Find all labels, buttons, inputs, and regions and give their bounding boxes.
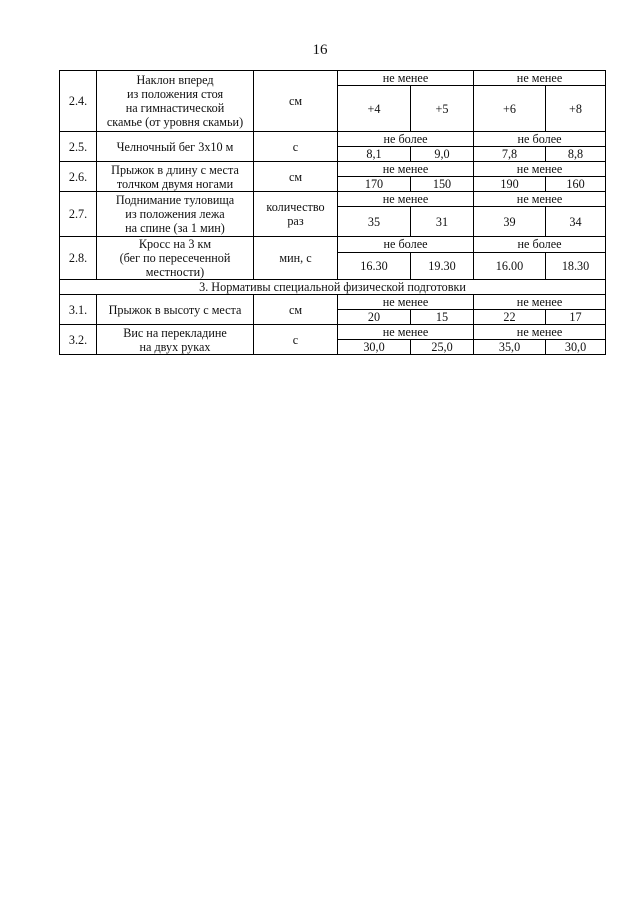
exercise-name: Вис на перекладине на двух руках bbox=[97, 325, 254, 355]
criterion-header: не более bbox=[338, 132, 474, 147]
criterion-header: не менее bbox=[474, 192, 606, 207]
exercise-name: Наклон вперед из положения стоя на гимнастической скамье (от уровня скамьи) bbox=[97, 71, 254, 132]
section-title: 3. Нормативы специальной физической подготовки bbox=[60, 280, 606, 295]
criterion-header: не более bbox=[474, 132, 606, 147]
exercise-name: Прыжок в высоту с места bbox=[97, 295, 254, 325]
value-cell: 170 bbox=[338, 177, 411, 192]
criterion-header: не менее bbox=[474, 325, 606, 340]
criterion-header: не менее bbox=[474, 295, 606, 310]
table-row bbox=[60, 132, 606, 147]
table-row bbox=[60, 162, 606, 177]
exercise-name: Челночный бег 3х10 м bbox=[97, 132, 254, 162]
unit-cell: см bbox=[254, 295, 338, 325]
table-row bbox=[60, 325, 606, 340]
unit-cell: количество раз bbox=[254, 192, 338, 237]
criterion-header: не менее bbox=[338, 325, 474, 340]
criterion-header: не менее bbox=[338, 71, 474, 86]
value-cell: 35,0 bbox=[474, 340, 546, 355]
value-cell: +6 bbox=[474, 86, 546, 132]
value-cell: 8,8 bbox=[546, 147, 606, 162]
exercise-name: Кросс на 3 км (бег по пересеченной местности) bbox=[97, 237, 254, 280]
criterion-header: не более bbox=[474, 237, 606, 253]
value-cell: 150 bbox=[411, 177, 474, 192]
table-row bbox=[60, 71, 606, 86]
criterion-header: не менее bbox=[474, 71, 606, 86]
value-cell: +8 bbox=[546, 86, 606, 132]
row-number: 2.5. bbox=[60, 132, 97, 162]
row-number: 2.6. bbox=[60, 162, 97, 192]
value-cell: 19.30 bbox=[411, 252, 474, 279]
value-cell: 35 bbox=[338, 207, 411, 237]
value-cell: 22 bbox=[474, 310, 546, 325]
criterion-header: не менее bbox=[474, 162, 606, 177]
value-cell: 31 bbox=[411, 207, 474, 237]
unit-cell: с bbox=[254, 325, 338, 355]
value-cell: +4 bbox=[338, 86, 411, 132]
row-number: 2.4. bbox=[60, 71, 97, 132]
value-cell: 39 bbox=[474, 207, 546, 237]
value-cell: 160 bbox=[546, 177, 606, 192]
criterion-header: не более bbox=[338, 237, 474, 253]
value-cell: 8,1 bbox=[338, 147, 411, 162]
criterion-header: не менее bbox=[338, 295, 474, 310]
row-number: 2.8. bbox=[60, 237, 97, 280]
value-cell: 30,0 bbox=[338, 340, 411, 355]
row-number: 2.7. bbox=[60, 192, 97, 237]
value-cell: 7,8 bbox=[474, 147, 546, 162]
row-number: 3.1. bbox=[60, 295, 97, 325]
row-number: 3.2. bbox=[60, 325, 97, 355]
page-number: 16 bbox=[312, 42, 328, 58]
table-row bbox=[60, 295, 606, 310]
criterion-header: не менее bbox=[338, 162, 474, 177]
value-cell: 25,0 bbox=[411, 340, 474, 355]
unit-cell: см bbox=[254, 71, 338, 132]
value-cell: 15 bbox=[411, 310, 474, 325]
value-cell: 34 bbox=[546, 207, 606, 237]
value-cell: 190 bbox=[474, 177, 546, 192]
table-row bbox=[60, 192, 606, 207]
unit-cell: см bbox=[254, 162, 338, 192]
value-cell: 18.30 bbox=[546, 252, 606, 279]
exercise-name: Поднимание туловища из положения лежа на спине (за 1 мин) bbox=[97, 192, 254, 237]
norms-table bbox=[59, 70, 606, 355]
value-cell: 17 bbox=[546, 310, 606, 325]
value-cell: 16.30 bbox=[338, 252, 411, 279]
value-cell: 20 bbox=[338, 310, 411, 325]
unit-cell: с bbox=[254, 132, 338, 162]
unit-cell: мин, с bbox=[254, 237, 338, 280]
value-cell: +5 bbox=[411, 86, 474, 132]
table-row bbox=[60, 237, 606, 253]
exercise-name: Прыжок в длину с места толчком двумя ногами bbox=[97, 162, 254, 192]
value-cell: 30,0 bbox=[546, 340, 606, 355]
section-row bbox=[60, 280, 606, 295]
criterion-header: не менее bbox=[338, 192, 474, 207]
value-cell: 16.00 bbox=[474, 252, 546, 279]
value-cell: 9,0 bbox=[411, 147, 474, 162]
